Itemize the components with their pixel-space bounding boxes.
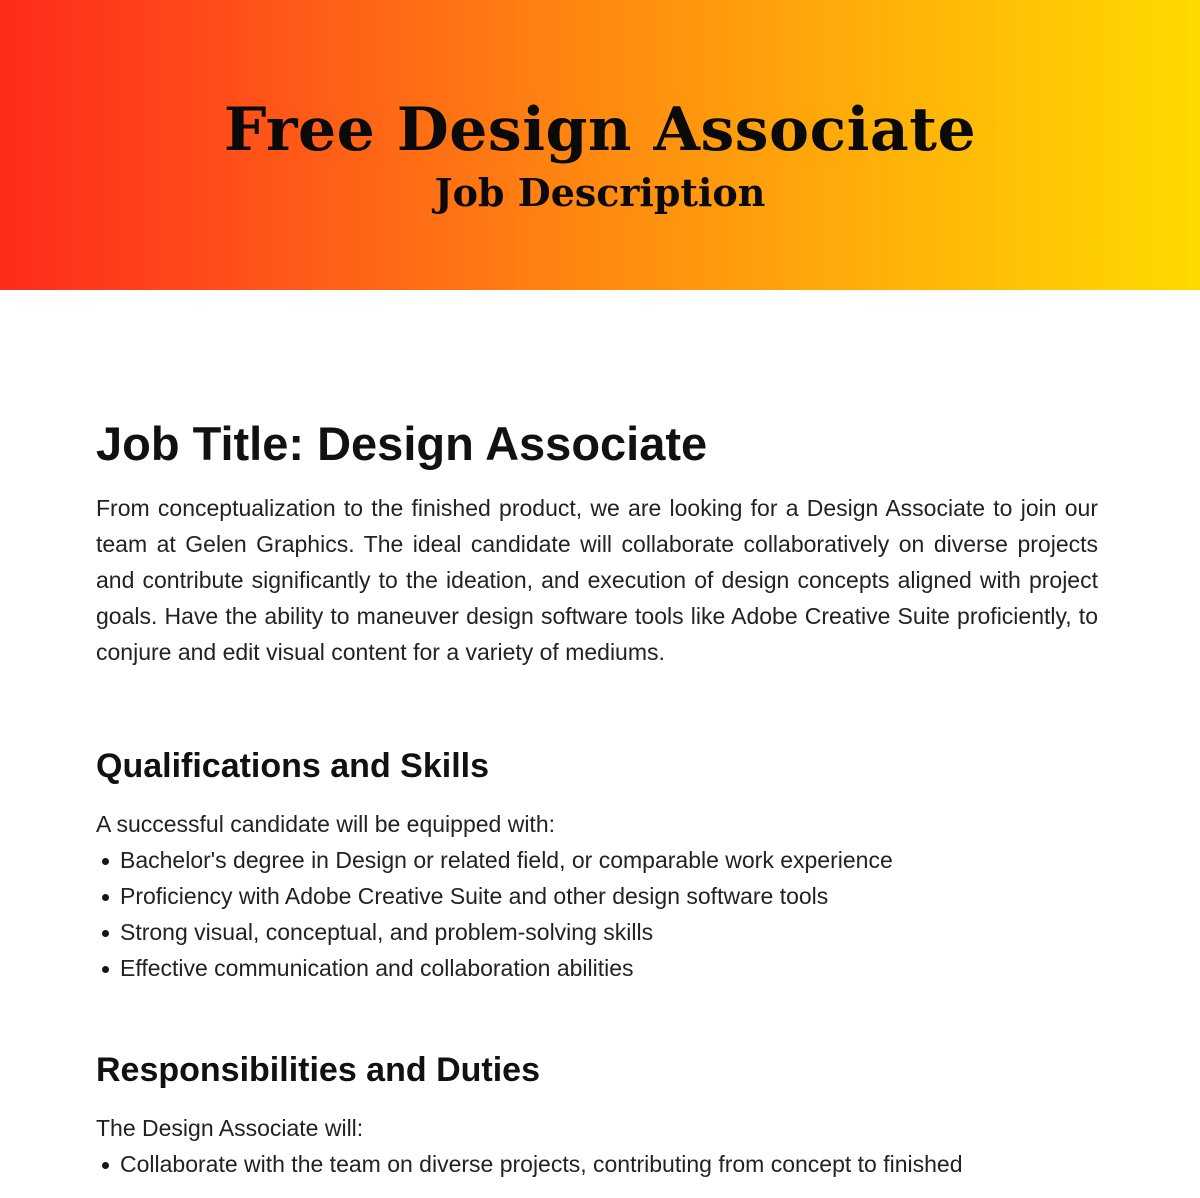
list-item-text: Effective communication and collaboration abilities xyxy=(120,955,634,981)
list-item xyxy=(96,1146,1098,1182)
list-item xyxy=(96,878,1098,914)
qualifications-list xyxy=(96,842,1098,986)
job-title-heading: Job Title: Design Associate xyxy=(96,417,708,470)
bullet-icon xyxy=(102,1162,109,1169)
list-item xyxy=(96,950,1098,986)
document-body xyxy=(96,290,1098,1182)
bullet-icon xyxy=(102,894,109,901)
qualifications-lead: A successful candidate will be equipped with: xyxy=(96,811,556,837)
banner-title: Free Design Associate xyxy=(223,95,977,165)
banner-subtitle: Job Description xyxy=(434,170,766,215)
qualifications-section xyxy=(96,744,1098,986)
responsibilities-lead: The Design Associate will: xyxy=(96,1115,364,1141)
qualifications-heading: Qualifications and Skills xyxy=(96,747,489,785)
list-item xyxy=(96,914,1098,950)
list-item-text: Strong visual, conceptual, and problem-solving skills xyxy=(120,919,654,945)
bullet-icon xyxy=(102,930,109,937)
list-item-text: Bachelor's degree in Design or related field, or comparable work experience xyxy=(120,847,893,873)
responsibilities-list xyxy=(96,1146,1098,1182)
bullet-icon xyxy=(102,966,109,973)
list-item-text: Collaborate with the team on diverse projects, contributing from concept to finished xyxy=(120,1151,963,1177)
responsibilities-heading: Responsibilities and Duties xyxy=(96,1051,540,1089)
intro-paragraph: From conceptualization to the finished product, we are looking for a Design Associate to join our team at Gelen Graphics. The ideal candidate will collaborate collaboratively on diverse projects and contribute significantly to the ideation, and execution of design concepts aligned with project goals. Have the ability to maneuver design software tools like Adobe Creative Suite proficiently, to conjure and edit visual content for a variety of mediums. xyxy=(96,495,1098,665)
bullet-icon xyxy=(102,858,109,865)
responsibilities-section xyxy=(96,1048,1098,1182)
list-item-text: Proficiency with Adobe Creative Suite and other design software tools xyxy=(120,883,829,909)
list-item xyxy=(96,842,1098,878)
header-banner xyxy=(0,0,1200,290)
